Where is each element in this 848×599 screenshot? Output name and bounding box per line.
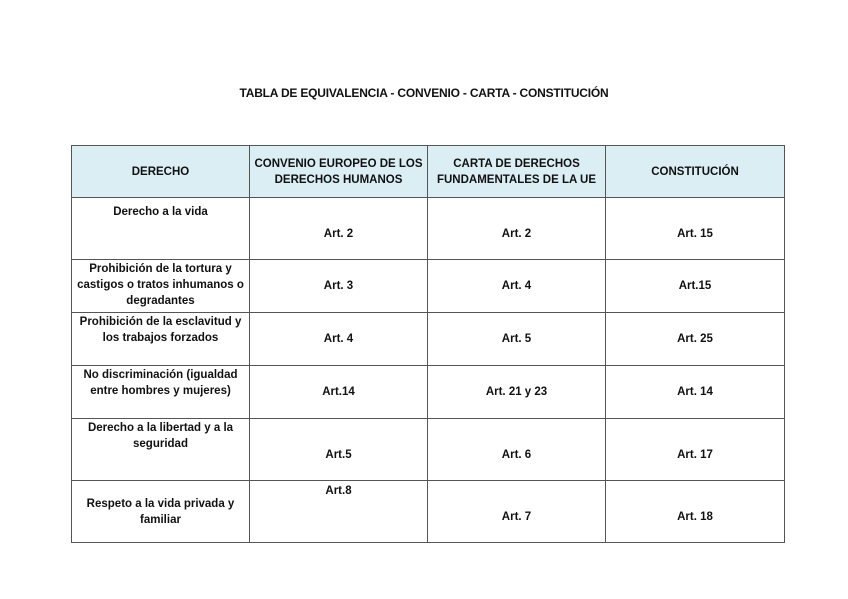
cell-constitucion: Art. 25 <box>606 313 785 366</box>
header-convenio: CONVENIO EUROPEO DE LOS DERECHOS HUMANOS <box>250 146 428 198</box>
cell-constitucion: Art.15 <box>606 260 785 313</box>
cell-carta: Art. 7 <box>428 481 606 543</box>
cell-carta: Art. 4 <box>428 260 606 313</box>
cell-derecho: Prohibición de la tortura y castigos o tratos inhumanos o degradantes <box>72 260 250 313</box>
cell-convenio: Art.14 <box>250 366 428 419</box>
cell-convenio: Art.8 <box>250 481 428 543</box>
cell-convenio: Art. 2 <box>250 198 428 260</box>
header-carta: CARTA DE DERECHOS FUNDAMENTALES DE LA UE <box>428 146 606 198</box>
header-constitucion: CONSTITUCIÓN <box>606 146 785 198</box>
cell-convenio: Art. 4 <box>250 313 428 366</box>
table-row <box>72 481 785 543</box>
cell-derecho: Derecho a la vida <box>72 198 250 260</box>
table-header-row <box>72 146 785 198</box>
cell-derecho: Prohibición de la esclavitud y los trabajos forzados <box>72 313 250 366</box>
cell-constitucion: Art. 17 <box>606 419 785 481</box>
cell-carta: Art. 2 <box>428 198 606 260</box>
cell-convenio: Art. 3 <box>250 260 428 313</box>
cell-convenio: Art.5 <box>250 419 428 481</box>
table-row <box>72 198 785 260</box>
cell-constitucion: Art. 14 <box>606 366 785 419</box>
table-row <box>72 313 785 366</box>
header-derecho: DERECHO <box>72 146 250 198</box>
cell-carta: Art. 6 <box>428 419 606 481</box>
cell-derecho: Derecho a la libertad y a la seguridad <box>72 419 250 481</box>
equivalence-table <box>71 145 785 543</box>
cell-derecho: No discriminación (igualdad entre hombres y mujeres) <box>72 366 250 419</box>
cell-carta: Art. 5 <box>428 313 606 366</box>
document-title: TABLA DE EQUIVALENCIA - CONVENIO - CARTA - CONSTITUCIÓN <box>239 86 609 100</box>
table-row <box>72 419 785 481</box>
cell-carta: Art. 21 y 23 <box>428 366 606 419</box>
cell-derecho: Respeto a la vida privada y familiar <box>72 481 250 543</box>
table-row <box>72 366 785 419</box>
cell-constitucion: Art. 18 <box>606 481 785 543</box>
cell-constitucion: Art. 15 <box>606 198 785 260</box>
table-row <box>72 260 785 313</box>
